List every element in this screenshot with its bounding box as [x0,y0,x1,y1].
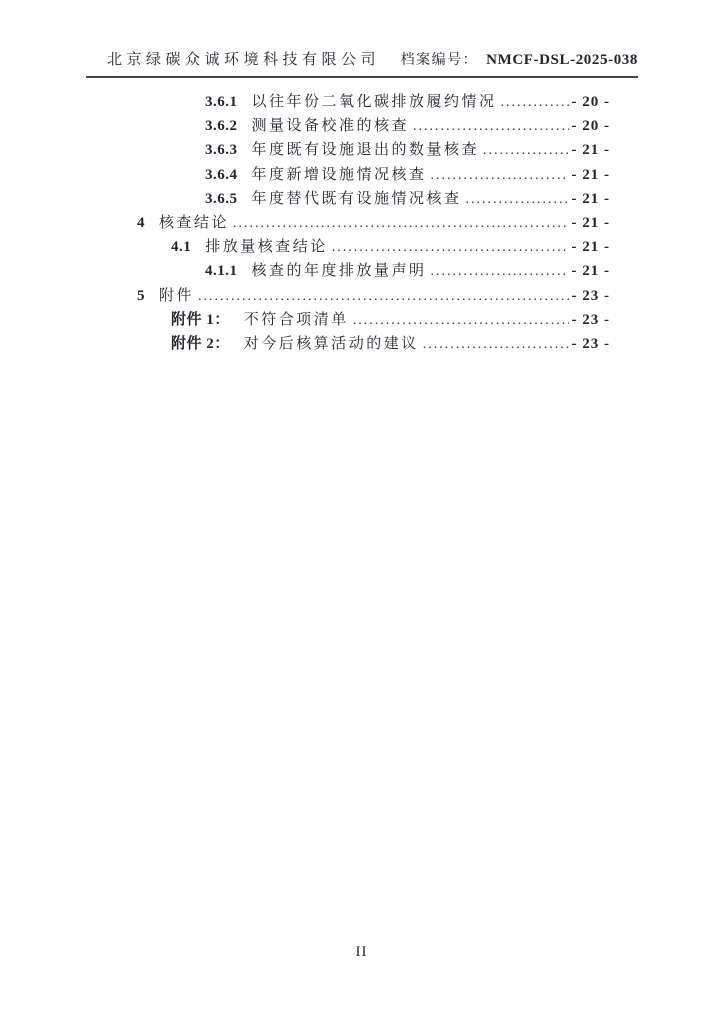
toc-dot-leader [198,284,568,309]
toc-entry-page: - 20 - [571,94,610,110]
toc-entry-page: - 23 - [571,335,610,352]
toc-entry-page: - 20 - [571,118,610,135]
toc-dot-leader [431,259,569,284]
toc-entry [86,332,610,356]
toc-entry [86,163,610,187]
toc-dot-leader [466,187,569,212]
toc-dot-leader [501,90,569,115]
toc-entry-number: 附件 1： [171,311,230,328]
toc-entry-page: - 21 - [571,190,610,207]
toc-entry-page: - 21 - [571,166,610,183]
toc-entry-title: 年度新增设施情况核查 [251,166,427,183]
toc-dot-leader [431,163,569,188]
toc-entry [86,114,610,138]
toc-entry-number: 3.6.1 [205,94,238,110]
toc-entry-title: 排放量核查结论 [205,239,328,256]
toc-dot-leader [423,332,569,357]
toc-entry [86,284,610,308]
doc-number-value: NMCF-DSL-2025-038 [486,52,638,68]
toc-entry-number: 3.6.2 [205,118,238,135]
toc-entry-number: 4.1.1 [205,263,238,280]
toc-entry-title: 核查结论 [159,214,230,231]
toc-entry-number: 4 [137,214,145,231]
toc-dot-leader [233,211,568,236]
toc-entry-number: 附件 2： [171,335,230,352]
toc-entry [86,259,610,283]
page-header [86,48,638,78]
toc-entry-page: - 23 - [571,287,610,304]
toc-entry-title: 附件 [159,287,195,304]
toc-entry [86,308,610,332]
toc-entry-title: 对今后核算活动的建议 [243,335,419,352]
toc-entry [86,138,610,162]
toc-entry [86,187,610,211]
toc-entry [86,235,610,259]
toc-entry-page: - 21 - [571,239,610,256]
toc-entry-title: 核查的年度排放量声明 [251,263,427,280]
toc-dot-leader [353,308,569,333]
toc-entry [86,211,610,235]
page-number: II [355,944,368,960]
toc-entry-page: - 21 - [571,142,610,159]
toc-entry-title: 年度替代既有设施情况核查 [251,190,462,207]
toc-entry-title: 不符合项清单 [243,311,349,328]
company-name: 北京绿碳众诚环境科技有限公司 [107,52,381,68]
toc-entry-number: 3.6.3 [205,142,238,159]
toc-entry [86,90,610,114]
toc-entry-page: - 23 - [571,311,610,328]
doc-number-label: 档案编号： [400,53,479,68]
toc-entry-number: 3.6.4 [205,166,238,183]
toc-dot-leader [413,114,568,139]
toc-dot-leader [332,235,569,260]
toc-entry-title: 年度既有设施退出的数量核查 [251,142,480,159]
toc-entry-page: - 21 - [571,214,610,231]
toc-entry-page: - 21 - [571,263,610,280]
toc-dot-leader [483,138,568,163]
toc-entry-number: 4.1 [171,239,192,256]
toc-entry-title: 测量设备校准的核查 [251,118,410,135]
toc-entry-number: 3.6.5 [205,190,238,207]
table-of-contents [86,90,610,356]
toc-entry-number: 5 [137,287,145,304]
doc-number [401,49,638,69]
toc-entry-title: 以往年份二氧化碳排放履约情况 [251,94,497,110]
